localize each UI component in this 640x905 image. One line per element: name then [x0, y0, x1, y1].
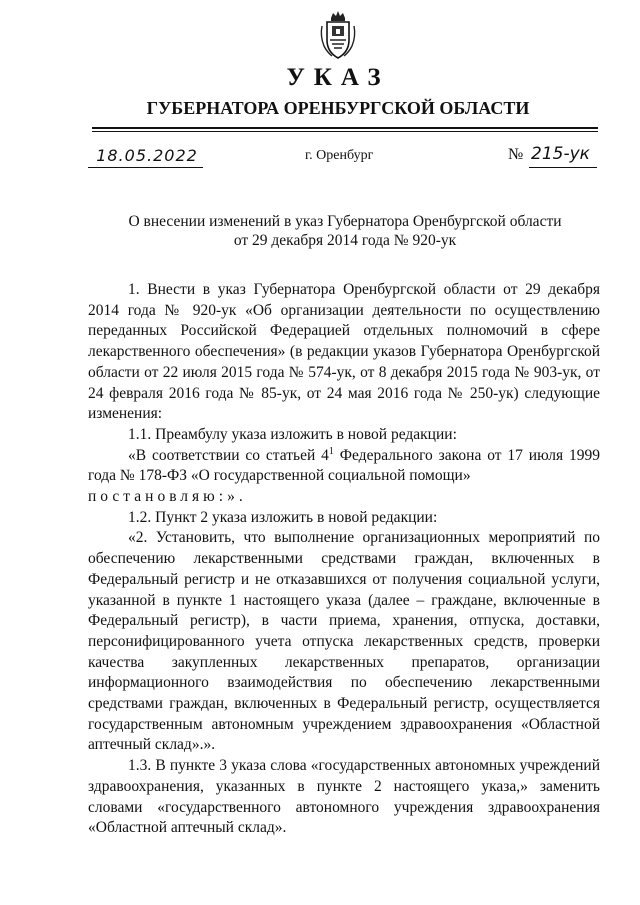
decree-subject — [80, 212, 610, 250]
subject-line-2: от 29 декабря 2014 года № 920-ук — [233, 232, 457, 249]
decree-number: 215-ук — [531, 144, 590, 164]
preamble-text-start: «В соответствии со статьей 4 — [128, 446, 329, 464]
number-underline — [529, 167, 597, 168]
number-label: № — [508, 146, 524, 163]
paragraph-1: 1. Внести в указ Губернатора Оренбургской области от 29 декабря 2014 года № 920-ук «Об организации деятельности по осуществлению переданных Российской Федерацией отдельных полномочий в сфере лекарственного обеспечения» (в редакции указов Губернатора Оренбургской области от 22 июля 2015 года № 574-ук, от 8 декабря 2015 года № 903-ук, от 24 февраля 2016 года № 85-ук, от 24 мая 2016 года № 250-ук) следующие изменения: — [88, 281, 600, 423]
header-divider-thin — [92, 131, 598, 132]
decree-body — [88, 280, 600, 839]
preamble-text-end: Федерального закона от 17 июля 1999 года № 178-ФЗ «О государственной социальной помощи» — [88, 446, 600, 485]
paragraph-point-2: «2. Установить, что выполнение организационных мероприятий по обеспечению лекарственными средствами граждан, включенных в Федеральный регистр и не отказавшихся от получения социальной услуги, указанной в пункте 1 настоящего указа (далее – граждане, включенные в Федеральный регистр), в части приема, хранения, отпуска, доставки, персонифицированного учета отпуска лекарственных средств, проверки качества закупленных лекарственных препаратов, организации информационного взаимодействия по обеспечению лекарственными средствами граждан, включенных в Федеральный регистр, осуществляется государственным автономным учреждением здравоохранения «Областной аптечный склад».». — [88, 529, 600, 754]
preamble-superscript: 1 — [328, 445, 334, 457]
coat-of-arms-icon — [318, 10, 358, 60]
decree-city: г. Оренбург — [305, 148, 374, 163]
paragraph-preamble — [88, 446, 600, 508]
paragraph-1-3: 1.3. В пункте 3 указа слова «государственных автономных учреждений здравоохранения, указанных в пункте 2 настоящего указа,» заменить словами «государственного автономного учреждения здравоохранения «Областной аптечный склад». — [88, 757, 600, 837]
header-divider-thick — [92, 127, 598, 129]
paragraph-1-2: 1.2. Пункт 2 указа изложить в новой редакции: — [128, 508, 438, 526]
subject-line-1: О внесении изменений в указ Губернатора Оренбургской области — [128, 213, 562, 230]
paragraph-1-1: 1.1. Преамбулу указа изложить в новой редакции: — [128, 425, 457, 443]
document-type-heading: УКАЗ — [286, 64, 390, 91]
preamble-resolve-word: постановляю:». — [88, 488, 247, 506]
issuing-authority-heading: ГУБЕРНАТОРА ОРЕНБУРГСКОЙ ОБЛАСТИ — [146, 98, 530, 118]
decree-date: 18.05.2022 — [96, 146, 198, 165]
date-underline — [88, 167, 203, 168]
